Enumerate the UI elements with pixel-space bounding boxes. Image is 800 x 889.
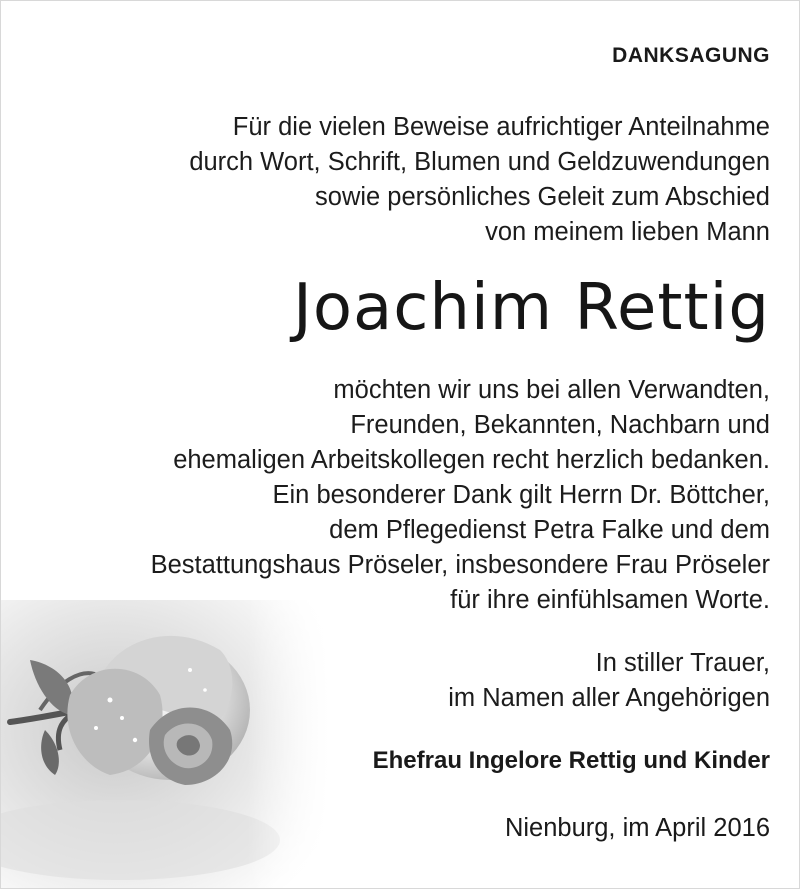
- intro-line: Für die vielen Beweise aufrichtiger Anteilnahme: [232, 113, 770, 141]
- thanks-line: ehemaligen Arbeitskollegen recht herzlich bedanken.: [173, 446, 770, 474]
- intro-paragraph: [189, 110, 770, 250]
- thanks-line: Ein besonderer Dank gilt Herrn Dr. Böttcher,: [272, 481, 770, 509]
- thanks-line: möchten wir uns bei allen Verwandten,: [333, 376, 770, 404]
- deceased-name: Joachim Rettig: [292, 271, 770, 345]
- mourning-line: In stiller Trauer,: [595, 649, 770, 677]
- signature: Ehefrau Ingelore Rettig und Kinder: [372, 747, 770, 774]
- place-date: Nienburg, im April 2016: [504, 814, 770, 842]
- intro-line: von meinem lieben Mann: [485, 218, 770, 246]
- thanks-line: für ihre einfühlsamen Worte.: [450, 586, 770, 614]
- thanks-line: dem Pflegedienst Petra Falke und dem: [329, 516, 770, 544]
- intro-line: durch Wort, Schrift, Blumen und Geldzuwendungen: [189, 148, 770, 176]
- intro-line: sowie persönliches Geleit zum Abschied: [315, 183, 770, 211]
- thanks-line: Bestattungshaus Pröseler, insbesondere Frau Pröseler: [150, 551, 770, 579]
- mourning-line: im Namen aller Angehörigen: [448, 684, 770, 712]
- thanks-line: Freunden, Bekannten, Nachbarn und: [350, 411, 770, 439]
- rose-image: [0, 600, 330, 889]
- mourning-paragraph: [448, 646, 770, 716]
- notice-heading: DANKSAGUNG: [612, 44, 770, 67]
- thanks-paragraph: [151, 373, 770, 618]
